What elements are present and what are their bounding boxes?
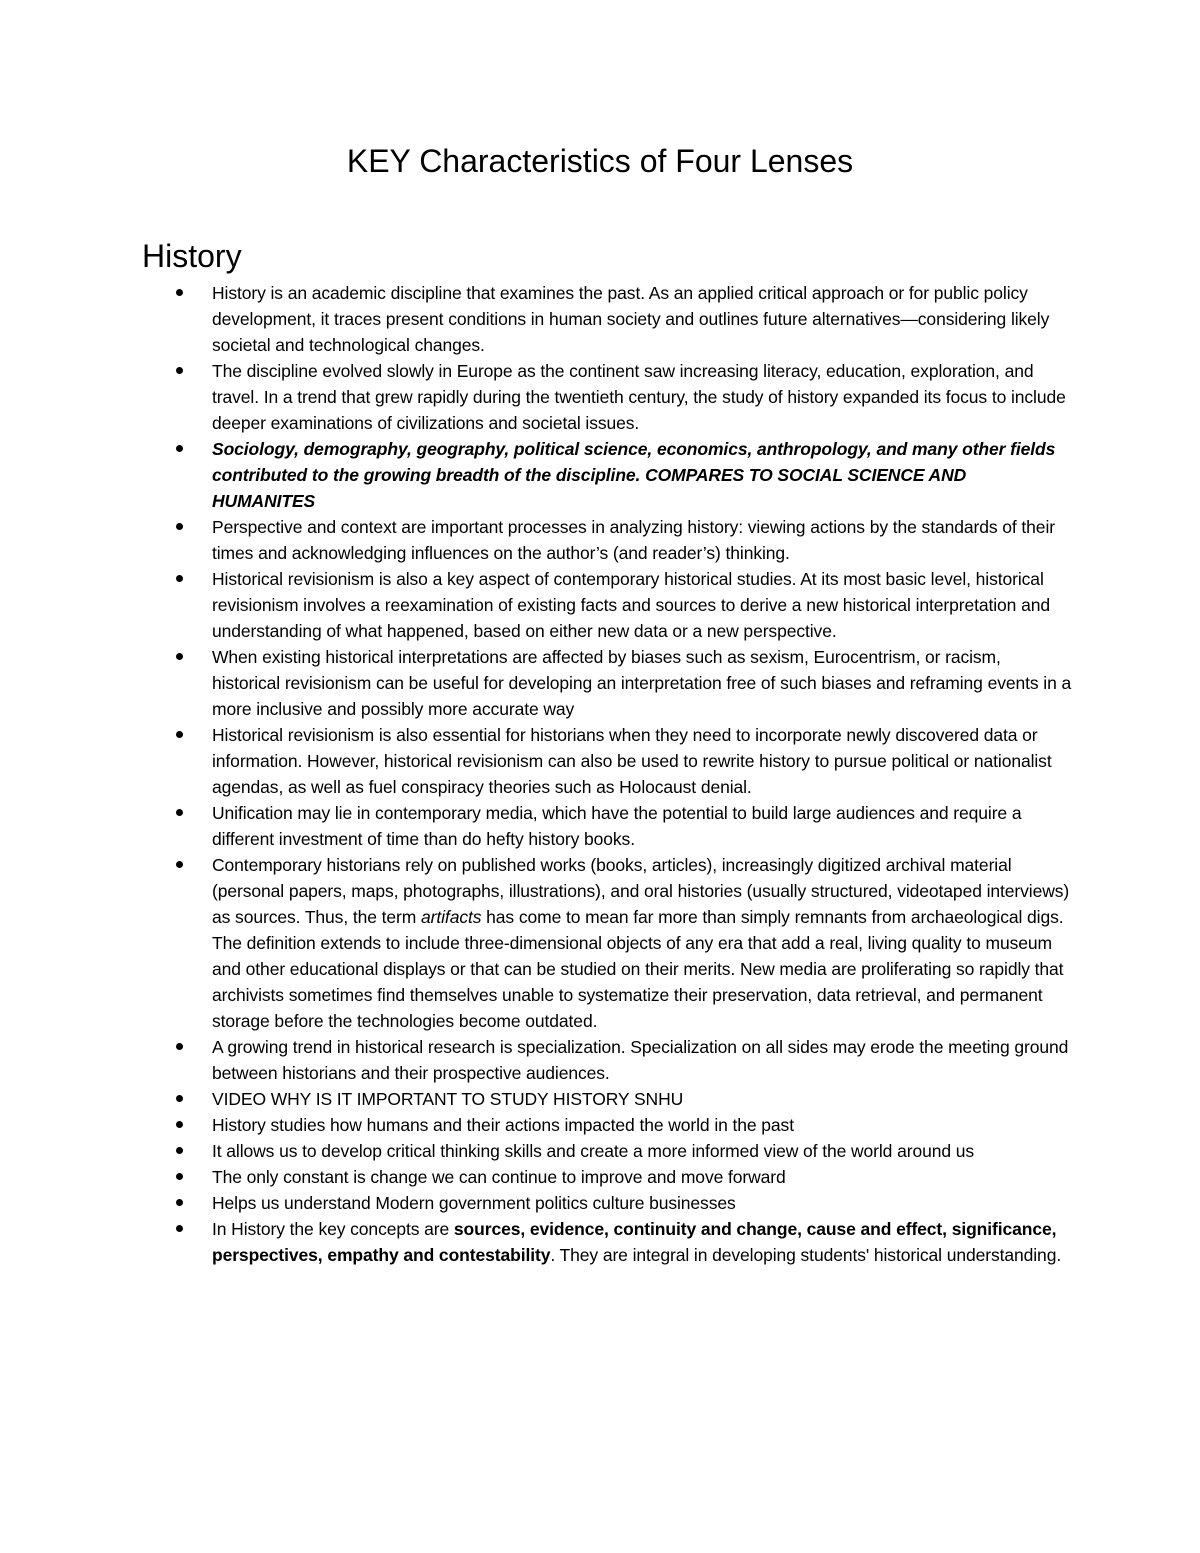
list-item: [0, 436, 1072, 514]
bullet-icon: [176, 861, 183, 868]
bullet-icon: [176, 289, 183, 296]
list-item-text: VIDEO WHY IS IT IMPORTANT TO STUDY HISTORY SNHU: [212, 1089, 684, 1109]
bullet-icon: [176, 523, 183, 530]
list-item-text: History is an academic discipline that examines the past. As an applied critical approach or for public policy development, it traces present conditions in human society and outlines future alternatives—considering likely societal and technological changes.: [212, 283, 1050, 355]
list-item: [0, 644, 1072, 722]
list-item: [0, 1112, 1072, 1138]
list-item-text-part: In History the key concepts are: [212, 1219, 454, 1239]
list-item: [0, 514, 1072, 566]
list-item: [0, 1034, 1072, 1086]
bullet-icon: [176, 653, 183, 660]
list-item-text: The only constant is change we can continue to improve and move forward: [212, 1167, 786, 1187]
list-item: [0, 852, 1072, 1034]
list-item-text: Sociology, demography, geography, political science, economics, anthropology, and many other fields contributed to the growing breadth of the discipline. COMPARES TO SOCIAL SCIENCE AND HUMANITES: [212, 439, 1056, 511]
bullet-icon: [176, 1199, 183, 1206]
list-item-text: History studies how humans and their actions impacted the world in the past: [212, 1115, 794, 1135]
list-item-text: Perspective and context are important processes in analyzing history: viewing actions by the standards of their times and acknowledging influences on the author’s (and reader’s) thinking.: [212, 517, 1055, 563]
bullet-icon: [176, 1121, 183, 1128]
list-item: [0, 1190, 1072, 1216]
list-item: [0, 358, 1072, 436]
bullet-icon: [176, 575, 183, 582]
list-item-text: It allows us to develop critical thinking skills and create a more informed view of the world around us: [212, 1141, 975, 1161]
bullet-icon: [176, 731, 183, 738]
bullet-icon: [176, 1225, 183, 1232]
document-title: KEY Characteristics of Four Lenses: [346, 143, 854, 179]
list-item-text: Historical revisionism is also essential for historians when they need to incorporate newly discovered data or information. However, historical revisionism can also be used to rewrite history to pursue political or nationalist agendas, as well as fuel conspiracy theories such as Holocaust denial.: [212, 725, 1052, 797]
list-item: [0, 722, 1072, 800]
bullet-icon: [176, 1043, 183, 1050]
list-item-text: When existing historical interpretations are affected by biases such as sexism, Eurocentrism, or racism, historical revisionism can be useful for developing an interpretation free of such biases and reframing events in a more inclusive and possibly more accurate way: [212, 647, 1072, 719]
list-item-text: Unification may lie in contemporary media, which have the potential to build large audiences and require a different investment of time than do hefty history books.: [212, 803, 1022, 849]
list-item: [0, 1086, 1072, 1112]
artifacts-term: artifacts: [421, 907, 482, 927]
list-item-text-part: has come to mean far more than simply remnants from archaeological digs. The definition extends to include three-dimensional objects of any era that add a real, living quality to museum and other educational displays or that can be studied on their merits. New media are proliferating so rapidly that archivists sometimes find themselves unable to systematize their preservation, data retrieval, and permanent storage before the technologies become outdated.: [212, 907, 1064, 1031]
bullet-icon: [176, 445, 183, 452]
list-item-text: A growing trend in historical research is specialization. Specialization on all sides may erode the meeting ground between historians and their prospective audiences.: [212, 1037, 1069, 1083]
list-item: [0, 1216, 1072, 1268]
bullet-icon: [176, 809, 183, 816]
section-heading-history: History: [142, 238, 242, 274]
list-item: [0, 566, 1072, 644]
list-item-text: [212, 855, 1069, 1031]
list-item-text: [212, 1219, 1061, 1265]
list-item: [0, 800, 1072, 852]
list-item: [0, 280, 1072, 358]
list-item: [0, 1164, 1072, 1190]
list-item-text-part: Contemporary historians rely on published works (books, articles), increasingly digitized archival material (personal papers, maps, photographs, illustrations), and oral histories (usually structured, videotaped interviews) as sources. Thus, the term: [212, 855, 1070, 927]
list-item-text: Helps us understand Modern government politics culture businesses: [212, 1193, 736, 1213]
key-concepts-list: sources, evidence, continuity and change, cause and effect, significance, perspectives, empathy and contestability: [212, 1219, 1057, 1265]
bullet-icon: [176, 367, 183, 374]
bullet-icon: [176, 1147, 183, 1154]
list-item-text: Historical revisionism is also a key aspect of contemporary historical studies. At its most basic level, historical revisionism involves a reexamination of existing facts and sources to derive a new historical interpretation and understanding of what happened, based on either new data or a new perspective.: [212, 569, 1050, 641]
bullet-icon: [176, 1095, 183, 1102]
list-item-text: The discipline evolved slowly in Europe as the continent saw increasing literacy, education, exploration, and travel. In a trend that grew rapidly during the twentieth century, the study of history expanded its focus to include deeper examinations of civilizations and societal issues.: [212, 361, 1066, 433]
list-item: [0, 1138, 1072, 1164]
history-bullet-list: [0, 280, 1200, 1268]
list-item-text-part: . They are integral in developing students' historical understanding.: [550, 1245, 1062, 1265]
bullet-icon: [176, 1173, 183, 1180]
